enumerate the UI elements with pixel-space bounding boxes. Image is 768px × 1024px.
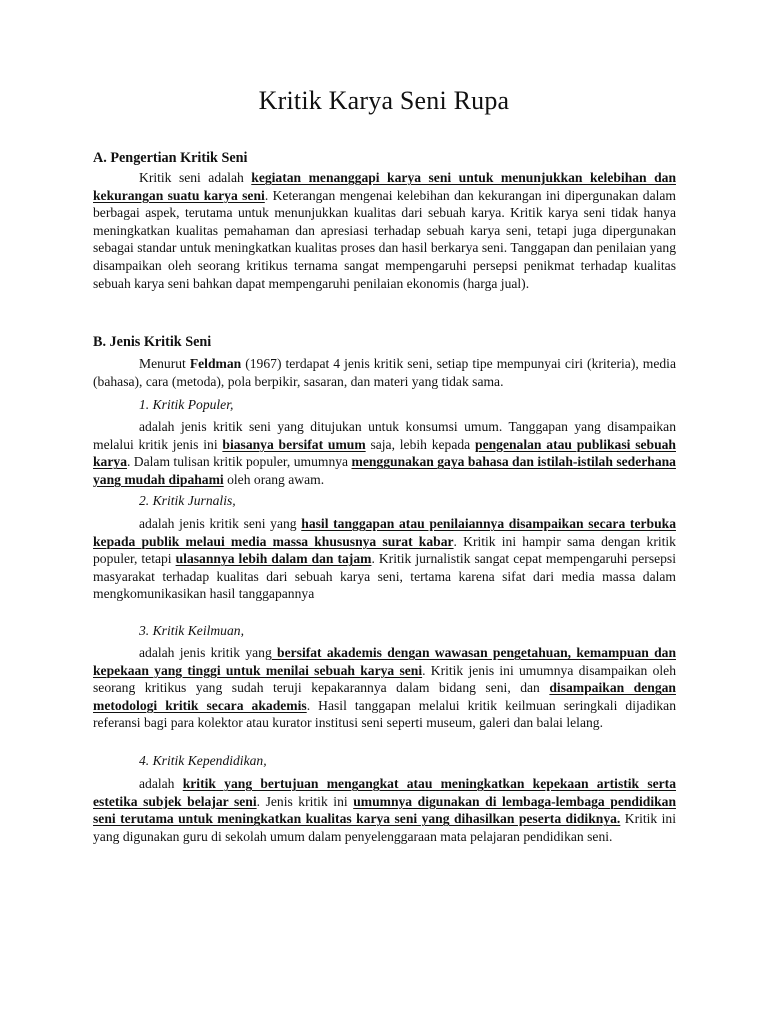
text-run: adalah jenis kritik yang [139,645,272,660]
text-run: adalah jenis kritik seni yang [139,516,302,531]
author-name: Feldman [189,356,242,371]
text-run: . Jenis kritik ini [256,793,354,809]
underlined-phrase: hasil tanggapan atau penilaiannya disampaikan secara terbuka kepada publik melaui media massa khususnya surat kabar [93,516,676,549]
section-b-heading: B. Jenis Kritik Seni [93,334,212,350]
item-2-label: 2. Kritik Jurnalis, [139,493,236,508]
text-run: (1967) terdapat 4 jenis kritik seni, setiap tipe mempunyai ciri (kriteria), media (bahasa), cara (metoda), pola berpikir, sasaran, dan materi yang tidak sama. [93,356,676,389]
document-title: Kritik Karya Seni Rupa [258,86,510,115]
section-a-heading: A. Pengertian Kritik Seni [93,150,248,166]
text-run: Kritik ini yang digunakan guru di sekolah umum dalam penyelenggaraan mata pelajaran pendidikan seni. [93,811,676,844]
text-run: . Kritik jenis ini umumnya disampaikan oleh seorang kritikus yang sudah teruji kepakarannya dalam bidang seni, dan [93,662,676,696]
underlined-phrase: disampaikan dengan metodologi kritik secara akademis [93,680,676,713]
text-run: saja, lebih kepada [365,436,476,452]
item-1-paragraph [93,418,676,488]
item-4-label: 4. Kritik Kependidikan, [139,753,267,768]
underlined-phrase: biasanya bersifat umum [222,436,366,452]
text-run: . Kritik ini hampir sama dengan kritik populer, tetapi [93,533,676,567]
section-b-intro [93,355,676,390]
item-3-paragraph [93,644,676,732]
item-4-paragraph [93,775,676,845]
underlined-phrase: umumnya digunakan di lembaga-lembaga pendidikan seni terutama untuk meningkatkan kualitas karya seni yang dihasilkan peserta didiknya. [93,793,677,827]
text-run: . Kritik jurnalistik sangat cepat mempengaruhi persepsi masyarakat terhadap kualitas dari sebuah karya seni, tertama karena sifat dari media massa dalam mengkomunikasikan hasil tanggapannya [93,551,677,602]
underlined-phrase: ulasannya lebih dalam dan tajam [175,551,372,567]
underlined-phrase: kritik yang bertujuan mengangkat atau meningkatkan kepekaan artistik serta estetika subjek belajar seni [93,776,677,809]
section-a-paragraph [93,169,676,292]
text-run: Menurut [139,356,190,371]
text-run: adalah jenis kritik seni yang ditujukan untuk konsumsi umum. Tanggapan yang disampaikan melalui kritik jenis ini [93,419,676,452]
text-run: . Dalam tulisan kritik populer, umumnya [126,454,352,470]
text-run: . Hasil tanggapan melalui kritik keilmuan seringkali dijadikan referansi bagi para kolektor atau kurator institusi seni seperti museum, galeri dan balai lelang. [93,697,676,731]
text-run: . Keterangan mengenai kelebihan dan kekurangan ini dipergunakan dalam berbagai aspek, terutama untuk menunjukkan kualitas dari sebuah karya. Kritik karya seni tidak hanya meningkatkan kualitas pemahaman dan apresiasi terhadap sebuah karya seni, tetapi juga dipergunakan sebagai standar untuk meningkatkan kualitas proses dan hasil berkarya seni. Tanggapan dan penilaian yang disampaikan oleh seorang kritikus ternama sangat mempengaruhi persepsi penikmat terhadap kualitas sebuah karya seni bahkan dapat mempengaruhi penilaian ekonomis (harga jual). [93,187,676,291]
underlined-phrase: menggunakan gaya bahasa dan istilah-istilah sederhana yang mudah dipahami [93,454,676,487]
item-1-label: 1. Kritik Populer, [139,397,234,412]
item-3-label: 3. Kritik Keilmuan, [139,623,244,638]
underlined-phrase: pengenalan atau publikasi sebuah karya [93,436,676,470]
text-run: oleh orang awam. [223,471,325,487]
text-run: Kritik seni adalah [139,170,252,185]
item-2-paragraph [93,515,676,603]
underlined-phrase: kegiatan menanggapi karya seni untuk menunjukkan kelebihan dan kekurangan suatu karya seni [93,170,676,203]
underlined-phrase: bersifat akademis dengan wawasan pengetahuan, kemampuan dan kepekaan yang tinggi untuk menilai sebuah karya seni [93,645,677,678]
text-run: adalah [139,776,183,791]
